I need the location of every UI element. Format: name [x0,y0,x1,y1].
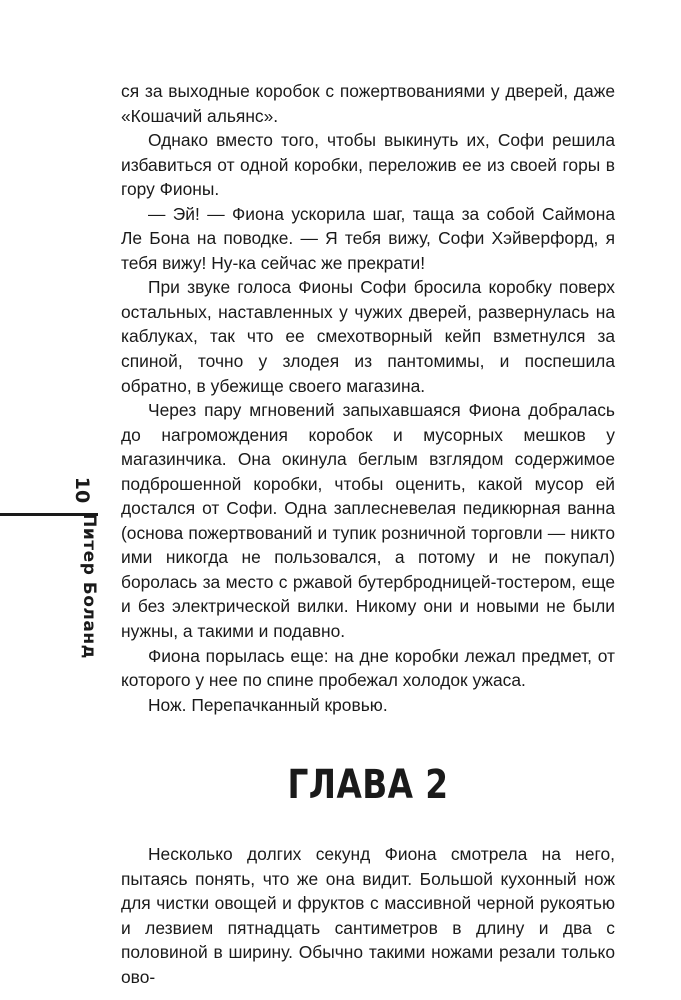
paragraph: Фиона порылась еще: на дне коробки лежал предмет, от которого у нее по спине пробежал холодок ужаса. [121,645,615,691]
chapter-heading: ГЛАВА 2 [287,762,449,809]
paragraph: Несколько долгих секунд Фиона смотрела на него, пытаясь понять, что же она видит. Большой кухонный нож для чистки овощей и фруктов с массивной черной рукоятью и лезвием пятнадцать сантиметров в длину и два с половиной в ширину. Обычно такими ножами резали только ово- [121,844,615,987]
paragraph: Через пару мгновений запыхавшаяся Фиона добралась до нагромождения коробок и мусорных мешков у магазинчика. Она окинула беглым взглядом содержимое подброшенной коробки, чтобы оценить, какой мусор ей достался от Софи. Одна заплесневелая педикюрная ванна (основа пожертвований и тупик розничной торговли — никто ими никогда не пользовался, а потому и не покупал) боролась за место с ржавой бутербродницей-тостером, еще и без электрической вилки. Никому они и новыми не были нужны, а такими и подавно. [121,400,615,642]
paragraph: — Эй! — Фиона ускорила шаг, таща за собой Саймона Ле Бона на поводке. — Я тебя вижу, Софи Хэйверфорд, я тебя вижу! Ну-ка сейчас же прекрати! [121,203,615,273]
body-text [121,79,615,990]
paragraph: ся за выходные коробок с пожертвованиями у дверей, даже «Кошачий альянс». [121,81,615,126]
paragraph: При звуке голоса Фионы Софи бросила коробку поверх остальных, наставленных у чужих дверей, развернулась на каблуках, так что ее смехотворный кейп взметнулся за спиной, точно у злодея из пантомимы, и поспешила обратно, в убежище своего магазина. [121,277,615,396]
paragraph: Однако вместо того, чтобы выкинуть их, Софи решила избавиться от одной коробки, переложив ее из своей горы в гору Фионы. [121,130,615,200]
running-head-author: Питер Боланд [79,513,99,659]
paragraph: Нож. Перепачканный кровью. [148,694,388,715]
page-number: 10 [71,476,93,504]
